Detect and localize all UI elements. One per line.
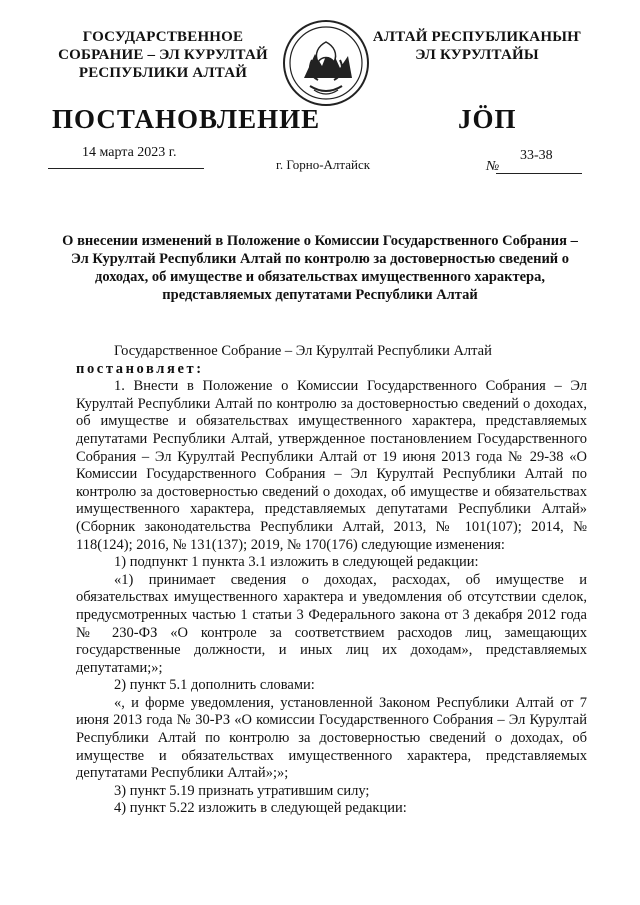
body-resolves [76, 361, 587, 379]
body-paragraph: 3) пункт 5.19 признать утратившим силу; [114, 782, 370, 799]
document-number: 33-38 [520, 148, 553, 163]
header-right-line: ЭЛ КУРУЛТАЙЫ [415, 47, 539, 63]
header-left-org [58, 28, 268, 82]
body-paragraph: 2) пункт 5.1 дополнить словами: [114, 677, 315, 694]
doc-type-altai: JӦП [458, 104, 517, 134]
document-place: г. Горно-Алтайск [276, 157, 371, 172]
resolves-text: постановляет: [76, 360, 204, 377]
body-paragraph: 1) подпункт 1 пункта 3.1 изложить в следующей редакции: [114, 554, 479, 571]
date-underline [48, 168, 204, 169]
body-intro [76, 343, 587, 361]
document-body [76, 343, 587, 818]
number-underline [496, 173, 582, 174]
number-label: № [486, 159, 500, 174]
header-left-line: РЕСПУБЛИКИ АЛТАЙ [78, 65, 248, 81]
body-paragraph: 4) пункт 5.22 изложить в следующей редакции: [114, 800, 407, 817]
document-date: 14 марта 2023 г. [82, 145, 177, 160]
body-paragraph: «1) принимает сведения о доходах, расходах, об имуществе и обязательствах имущественного характера и уведомления об отсутствии сделок, предусмотренных частью 1 статьи 3 Федерального закона от 3 декабря 2012 года № 230-ФЗ «О контроле за соответствием расходов лиц, замещающих государственные должности, и иных лиц их доходам», представляемых депутатами;»; [76, 571, 587, 676]
header-right-line: АЛТАЙ РЕСПУБЛИКАНЫҤ [372, 29, 582, 45]
intro-text: Государственное Собрание – Эл Курултай Республики Алтай [114, 343, 492, 359]
document-title: О внесении изменений в Положение о Комиссии Государственного Собрания – Эл Курултай Республики Алтай по контролю за достоверностью сведений о доходах, об имуществе и обязательствах имущественного характера, представляемых депутатами Республики Алтай [62, 233, 578, 303]
header-right-org [372, 28, 582, 64]
header-left-line: ГОСУДАРСТВЕННОЕ [82, 29, 244, 45]
header-left-line: СОБРАНИЕ – ЭЛ КУРУЛТАЙ [58, 47, 268, 63]
doc-type-ru: ПОСТАНОВЛЕНИЕ [52, 104, 321, 134]
republic-altai-emblem-icon [282, 16, 370, 110]
body-paragraph: «, и форме уведомления, установленной Законом Республики Алтай от 7 июня 2013 года № 30-РЗ «О комиссии Государственного Собрания – Эл Курултай Республики Алтай по контролю за достоверностью сведений о доходах, об имуществе и обязательствах имущественного характера, представляемых депутатами Республики Алтай»;»; [76, 694, 587, 782]
body-paragraph: 1. Внести в Положение о Комиссии Государственного Собрания – Эл Курултай Республики Алтай по контролю за достоверностью сведений о доходах, об имуществе и обязательствах имущественного характера, представляемых депутатами Республики Алтай, утвержденное постановлением Государственного Собрания – Эл Курултай Республики Алтай от 19 июня 2013 года № 29-38 «О Комиссии Государственного Собрания – Эл Курултай Республики Алтай по контролю за достоверностью сведений о доходах, об имуществе и обязательствах имущественного характера, представляемых депутатами Республики Алтай» (Сборник законодательства Республики Алтай, 2013, № 101(107); 2014, № 118(124); 2016, № 131(137); 2019, № 170(176) следующие изменения: [76, 378, 587, 553]
